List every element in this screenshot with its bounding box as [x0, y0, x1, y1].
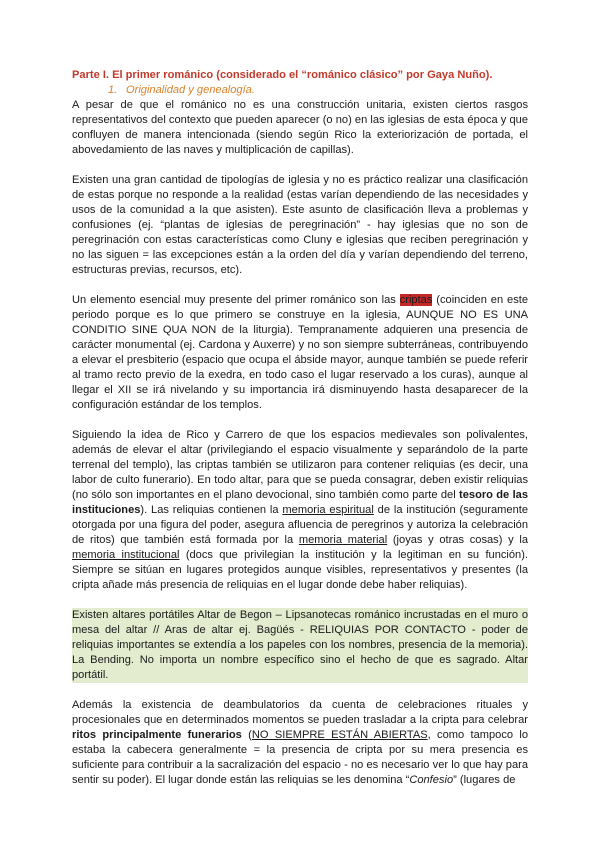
subsection-heading	[108, 83, 528, 98]
italic-confesio: Confesio	[409, 774, 454, 786]
subsection-number: 1.	[108, 84, 118, 96]
underline-no-siempre: NO SIEMPRE ESTÁN ABIERTAS	[251, 729, 428, 741]
section-heading: Parte I. El primer románico (considerado el “románico clásico” por Gaya Nuño).	[72, 69, 493, 81]
highlight-criptas: criptas	[399, 294, 433, 306]
underline-memoria-institucional: memoria institucional	[72, 549, 180, 561]
paragraph-6: Además la existencia de deambulatorios da cuenta de celebraciones rituales y procesionales que en determinados momentos se pueden trasladar a la cripta para celebrar ritos principalmente funerarios (NO SIEMPRE ESTÁN ABIERTAS, como tampoco lo estaba la cabecera generalmente = la presencia de cripta por su mera presencia es suficiente para contribuir a la sacralización del espacio - no es necesario ver lo que hay para sentir su poder). El lugar donde están las reliquias se les denomina “Confesio” (lugares de	[72, 699, 528, 786]
paragraph-2: Existen una gran cantidad de tipologías de iglesia y no es práctico realizar una clasificación de estas porque no responde a la realidad (estas varían dependiendo de las necesidades y usos de la comunidad a la que asisten). Este asunto de clasificación lleva a problemas y confusiones (ej. “plantas de iglesias de peregrinación” - hay iglesias que no son de peregrinación con estas características como Cluny e iglesias que reciben peregrinación y no las siguen = las excepciones están a la orden del día y varían dependiendo del terreno, estructuras previas, recursos, etc).	[72, 174, 528, 276]
paragraph-4: Siguiendo la idea de Rico y Carrero de que los espacios medievales son polivalentes, además de elevar el altar (privilegiando el espacio visualmente y separándolo de la parte terrenal del templo), las criptas también se utilizaron para contener reliquias (es decir, una labor de culto funerario). En todo altar, para que se pueda consagrar, deben existir reliquias (no sólo son importantes en el plano devocional, sino también como parte del tesoro de las instituciones). Las reliquias contienen la memoria espiritual de la institución (seguramente otorgada por una figura del poder, asegura afluencia de peregrinos y autoriza la celebración de ritos) que también está formada por la memoria material (joyas y otras cosas) y la memoria institucional (docs que privilegian la institución y la legitiman en su función). Siempre se sitúan en lugares protegidos aunque visibles, representativos y presentes (la cripta añade más presencia de reliquias en el lugar donde debe haber reliquias).	[72, 429, 529, 591]
underline-memoria-espiritual: memoria espiritual	[282, 504, 374, 516]
underline-memoria-material: memoria material	[298, 534, 388, 546]
document-page	[72, 68, 528, 788]
subsection-title: Originalidad y genealogía.	[126, 84, 255, 96]
paragraph-1: A pesar de que el románico no es una construcción unitaria, existen ciertos rasgos representativos del contexto que pueden aparecer (o no) en las iglesias de esta época y que confluyen de manera intencionada (siendo según Rico la exteriorización de portada, el abovedamiento de las naves y multiplicación de capillas).	[72, 99, 528, 156]
bold-ritos: ritos principalmente funerarios	[72, 729, 242, 741]
paragraph-5-highlighted: Existen altares portátiles Altar de Begon – Lipsanotecas románico incrustadas en el muro o mesa del altar // Aras de altar ej. Bagüés - RELIQUIAS POR CONTACTO - poder de reliquias importantes se extendía a los papeles con los nombres, presencia de la memoria). La Bending. No importa un nombre específico sino el hecho de que es sagrado. Altar portátil.	[72, 609, 528, 681]
paragraph-3: Un elemento esencial muy presente del primer románico son las criptas (coinciden en este periodo porque es lo que primero se construye en la iglesia, AUNQUE NO ES UNA CONDITIO SINE QUA NON de la liturgia). Tempranamente adquieren una presencia de carácter monumental (ej. Cardona y Auxerre) y no son siempre subterráneas, contribuyendo a elevar el presbiterio (espacio que ocupa el ábside mayor, aunque también se puede referir al tramo recto previo de la exedra, en todo caso el lugar reservado a los curas), aunque al llegar el XII se irá nivelando y su importancia irá disminuyendo hasta desaparecer de la configuración estándar de los templos.	[72, 294, 529, 411]
bold-tesoro: tesoro de las instituciones	[72, 489, 528, 516]
